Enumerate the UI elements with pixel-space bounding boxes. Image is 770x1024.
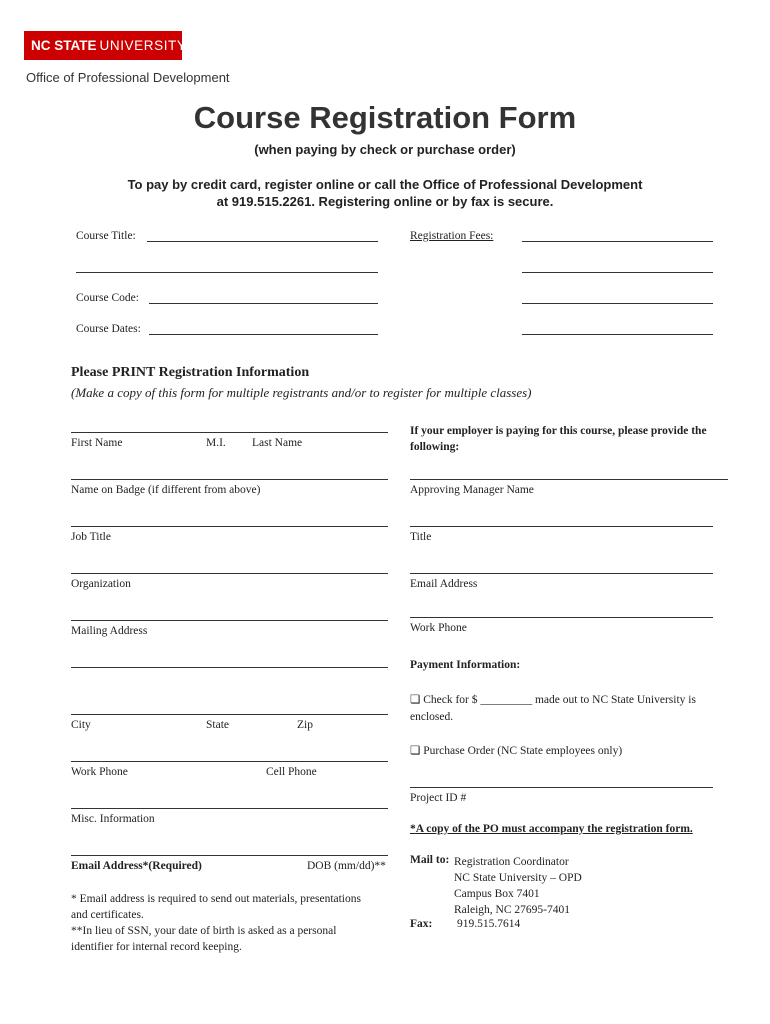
page-title: Course Registration Form — [193, 100, 577, 135]
dob-note-line-1: **In lieu of SSN, your date of birth is asked as a personal — [71, 925, 337, 937]
purchase-order-option[interactable] — [410, 743, 622, 759]
section-title: Please PRINT Registration Information — [71, 365, 310, 380]
phone-field[interactable] — [71, 761, 388, 762]
checkbox-icon[interactable]: ❏ — [410, 745, 421, 757]
mail-line-3: Campus Box 7401 — [454, 888, 540, 900]
email-note-line-2: and certificates. — [71, 909, 144, 921]
course-dates-field[interactable] — [149, 334, 378, 335]
fee-field-2[interactable] — [522, 272, 713, 273]
nc-state-logo — [24, 31, 187, 60]
badge-name-field[interactable] — [71, 479, 388, 480]
employer-email-field[interactable] — [410, 573, 713, 574]
dob-note-line-2: identifier for internal record keeping. — [71, 941, 242, 953]
fee-field-4[interactable] — [522, 334, 713, 335]
city-label: City — [71, 719, 91, 731]
job-title-field[interactable] — [71, 526, 388, 527]
fax-number: 919.515.7614 — [457, 918, 521, 930]
employer-phone-label: Work Phone — [410, 622, 467, 634]
employer-heading-line-1: If your employer is paying for this course, please provide the — [410, 425, 707, 437]
employer-title-label: Title — [410, 531, 432, 543]
name-field[interactable] — [71, 432, 388, 433]
intro-line-1: To pay by credit card, register online or call the Office of Professional Development — [127, 177, 643, 192]
employer-phone-field[interactable] — [410, 617, 713, 618]
mi-label: M.I. — [206, 437, 226, 449]
course-title-field[interactable] — [147, 241, 378, 242]
check-option-line-1: Check for $ _________ made out to NC State University is — [423, 694, 696, 706]
state-label: State — [206, 719, 229, 731]
mailing-address-field-2[interactable] — [71, 667, 388, 668]
registration-fees-label: Registration Fees: — [410, 230, 494, 242]
mail-line-1: Registration Coordinator — [454, 856, 569, 868]
checkbox-icon[interactable]: ❏ — [410, 694, 421, 706]
payment-info-label: Payment Information: — [410, 659, 521, 671]
organization-field[interactable] — [71, 573, 388, 574]
logo-bold-text: NC STATE — [31, 38, 97, 53]
fee-field-1[interactable] — [522, 241, 713, 242]
office-name: Office of Professional Development — [26, 70, 230, 85]
mail-to-label: Mail to: — [410, 854, 450, 866]
check-option[interactable] — [410, 692, 730, 726]
fax-label: Fax: — [410, 918, 433, 930]
approving-manager-field[interactable] — [410, 479, 728, 480]
badge-name-label: Name on Badge (if different from above) — [71, 484, 261, 496]
email-required-label: Email Address*(Required) — [71, 860, 202, 872]
purchase-order-label: Purchase Order (NC State employees only) — [423, 745, 623, 757]
project-id-label: Project ID # — [410, 792, 467, 804]
misc-info-field[interactable] — [71, 808, 388, 809]
approving-manager-label: Approving Manager Name — [410, 484, 534, 496]
page-subtitle: (when paying by check or purchase order) — [254, 142, 516, 157]
course-dates-label: Course Dates: — [76, 323, 141, 335]
misc-info-label: Misc. Information — [71, 813, 155, 825]
organization-label: Organization — [71, 578, 131, 590]
mail-line-4: Raleigh, NC 27695-7401 — [454, 904, 570, 916]
employer-heading — [410, 423, 740, 455]
job-title-label: Job Title — [71, 531, 111, 543]
course-title-label: Course Title: — [76, 230, 136, 242]
intro-line-2: at 919.515.2261. Registering online or by fax is secure. — [216, 194, 554, 209]
fee-field-3[interactable] — [522, 303, 713, 304]
dob-label: DOB (mm/dd)** — [307, 860, 386, 872]
section-note: (Make a copy of this form for multiple registrants and/or to register for multiple classes) — [71, 385, 532, 400]
mail-line-2: NC State University – OPD — [454, 872, 582, 884]
email-note — [71, 891, 401, 955]
first-name-label: First Name — [71, 437, 123, 449]
zip-label: Zip — [297, 719, 313, 731]
employer-title-field[interactable] — [410, 526, 713, 527]
logo-light-text: UNIVERSITY — [99, 38, 187, 53]
employer-heading-line-2: following: — [410, 441, 460, 453]
intro-text — [90, 176, 680, 210]
po-note: *A copy of the PO must accompany the registration form. — [410, 823, 693, 835]
work-phone-label: Work Phone — [71, 766, 128, 778]
employer-email-label: Email Address — [410, 578, 478, 590]
mailing-address-field[interactable] — [71, 620, 388, 621]
course-title-field-2[interactable] — [76, 272, 378, 273]
last-name-label: Last Name — [252, 437, 303, 449]
cell-phone-label: Cell Phone — [266, 766, 317, 778]
email-note-line-1: * Email address is required to send out materials, presentations — [71, 893, 361, 905]
project-id-field[interactable] — [410, 787, 713, 788]
email-dob-field[interactable] — [71, 855, 388, 856]
mailing-address-label: Mailing Address — [71, 625, 148, 637]
check-option-line-2: enclosed. — [410, 711, 454, 723]
course-code-label: Course Code: — [76, 292, 139, 304]
city-state-zip-field[interactable] — [71, 714, 388, 715]
course-code-field[interactable] — [149, 303, 378, 304]
mailing-address-block — [454, 854, 582, 918]
